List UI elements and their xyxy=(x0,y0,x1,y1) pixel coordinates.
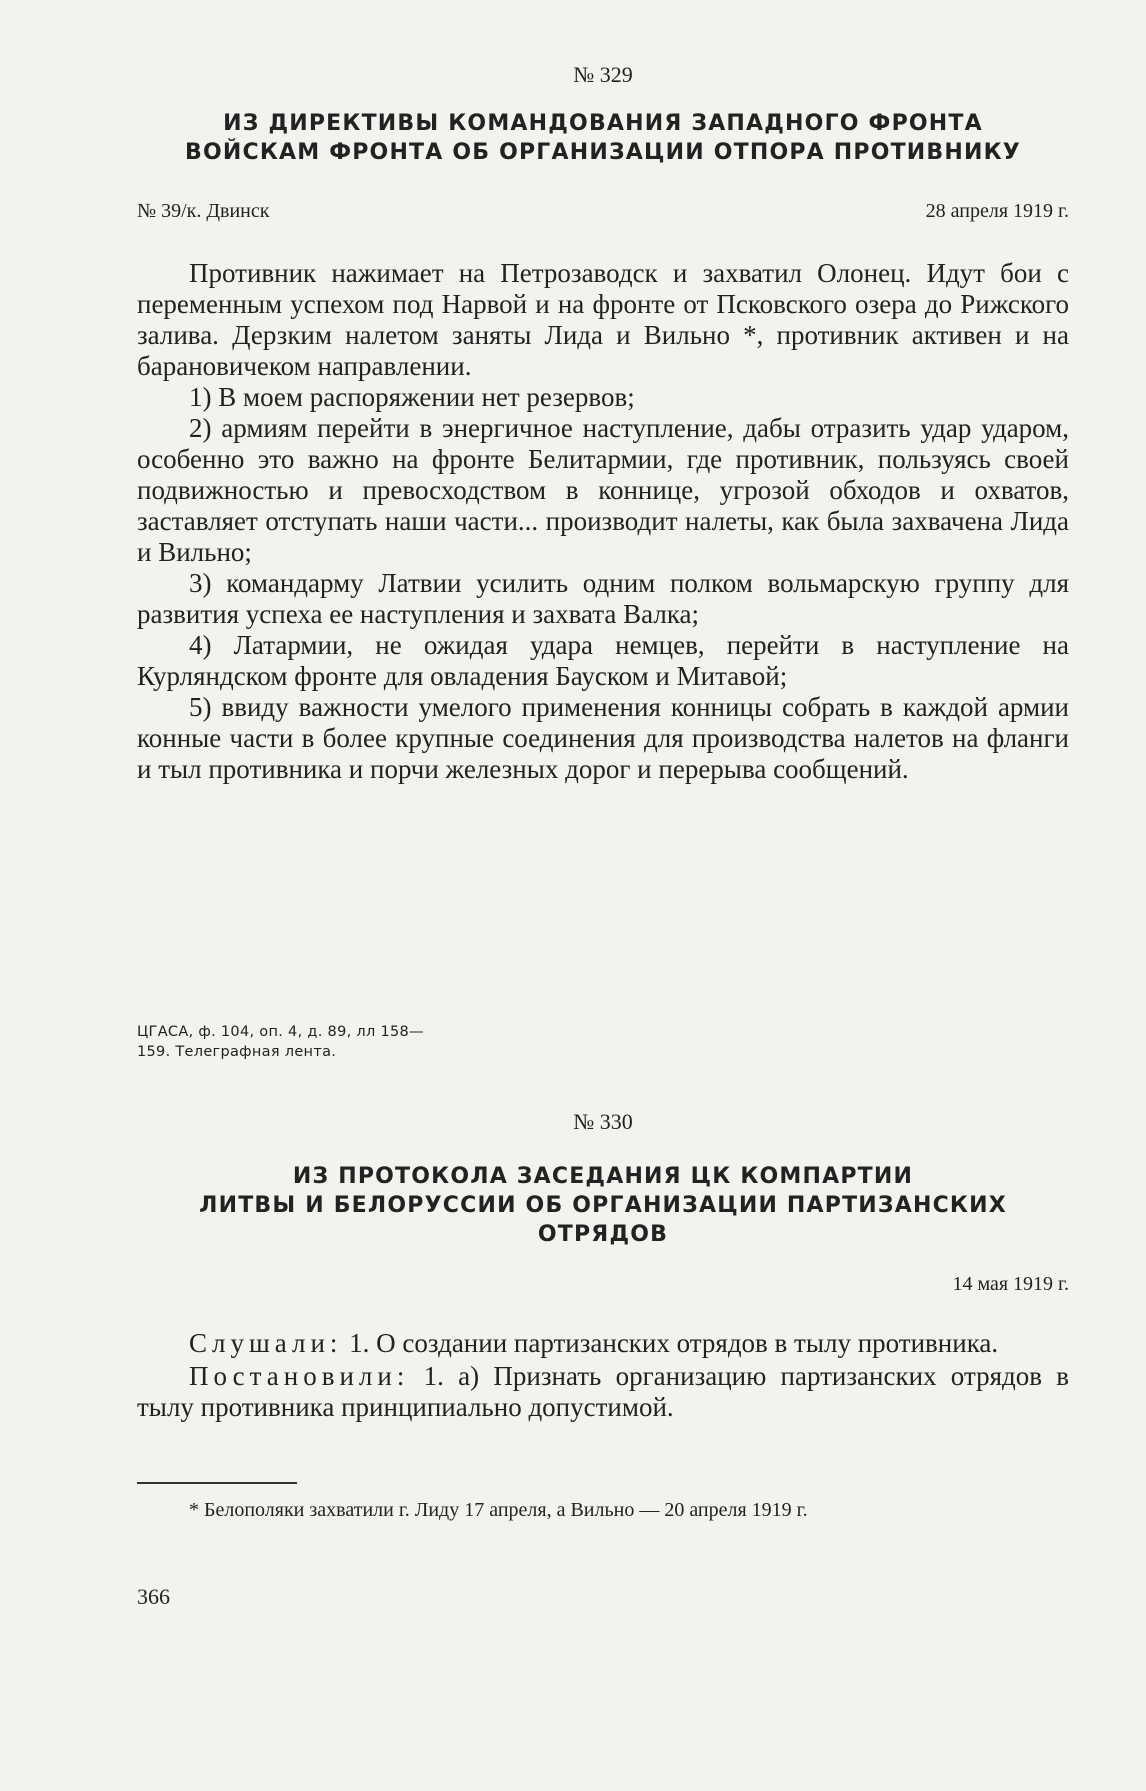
directive-item: 5) ввиду важности умелого применения конницы собрать в каждой армии конные части в более крупные соединения для производства налетов на фланги и тыл противника и порчи железных дорог и перерыва сообщений. xyxy=(137,692,1069,784)
document-page xyxy=(137,0,1069,1791)
page-number: 366 xyxy=(137,1584,170,1609)
resolved-paragraph xyxy=(137,1361,1069,1423)
title-line: ОТРЯДОВ xyxy=(537,1222,669,1247)
title-line: ЛИТВЫ И БЕЛОРУССИИ ОБ ОРГАНИЗАЦИИ ПАРТИЗАНСКИХ xyxy=(199,1193,1007,1218)
heard-paragraph xyxy=(137,1328,1069,1359)
directive-item: 3) командарму Латвии усилить одним полком вольмарскую группу для развития успеха ее наступления и захвата Валка; xyxy=(137,568,1069,629)
footnote xyxy=(137,1496,1069,1524)
title-line: ИЗ ПРОТОКОЛА ЗАСЕДАНИЯ ЦК КОМПАРТИИ xyxy=(292,1164,914,1189)
document-329-title xyxy=(137,109,1069,167)
document-number-329: № 329 xyxy=(573,62,633,87)
directive-item: 1) В моем распоряжении нет резервов; xyxy=(189,382,635,412)
intro-paragraph: Противник нажимает на Петрозаводск и захватил Олонец. Идут бои с переменным успехом под Нарвой и на фронте от Псковского озера до Рижского залива. Дерзким налетом заняты Лида и Вильно *, противник активен и на барановичеком направлении. xyxy=(137,258,1069,381)
heard-text: 1. О создании партизанских отрядов в тылу противника. xyxy=(342,1328,999,1358)
footnote-divider xyxy=(137,1482,297,1484)
document-date: 14 мая 1919 г. xyxy=(952,1273,1069,1295)
heard-label: Слушали: xyxy=(189,1328,343,1358)
source-line: 159. Телеграфная лента. xyxy=(137,1044,337,1060)
footnote-text: * Белополяки захватили г. Лиду 17 апреля, а Вильно — 20 апреля 1919 г. xyxy=(189,1499,808,1521)
directive-item: 2) армиям перейти в энергичное наступление, дабы отразить удар ударом, особенно это важно на фронте Белитармии, где противник, пользуясь своей подвижностью и превосходством в коннице, угрозой обходов и охватов, заставляет отступать наши части... производит налеты, как была захвачена Лида и Вильно; xyxy=(137,413,1069,567)
document-330-body xyxy=(137,1328,1069,1423)
source-line: ЦГАСА, ф. 104, оп. 4, д. 89, лл 158— xyxy=(137,1024,424,1040)
archive-source xyxy=(137,1022,437,1062)
resolved-label: Постановили: xyxy=(189,1361,410,1391)
document-date: 28 апреля 1919 г. xyxy=(925,200,1069,222)
resolved-text: 1. а) Признать организацию партизанских отрядов в тылу противника принципиально допустимой. xyxy=(137,1361,1069,1422)
document-reference: № 39/к. Двинск xyxy=(137,200,270,222)
title-line: ИЗ ДИРЕКТИВЫ КОМАНДОВАНИЯ ЗАПАДНОГО ФРОНТА xyxy=(223,111,983,136)
title-line: ВОЙСКАМ ФРОНТА ОБ ОРГАНИЗАЦИИ ОТПОРА ПРОТИВНИКУ xyxy=(185,140,1021,165)
directive-item: 4) Латармии, не ожидая удара немцев, перейти в наступление на Курляндском фронте для овладения Бауском и Митавой; xyxy=(137,630,1069,691)
document-number-330: № 330 xyxy=(573,1109,633,1134)
document-330-title xyxy=(137,1162,1069,1249)
document-329-body xyxy=(137,258,1069,785)
